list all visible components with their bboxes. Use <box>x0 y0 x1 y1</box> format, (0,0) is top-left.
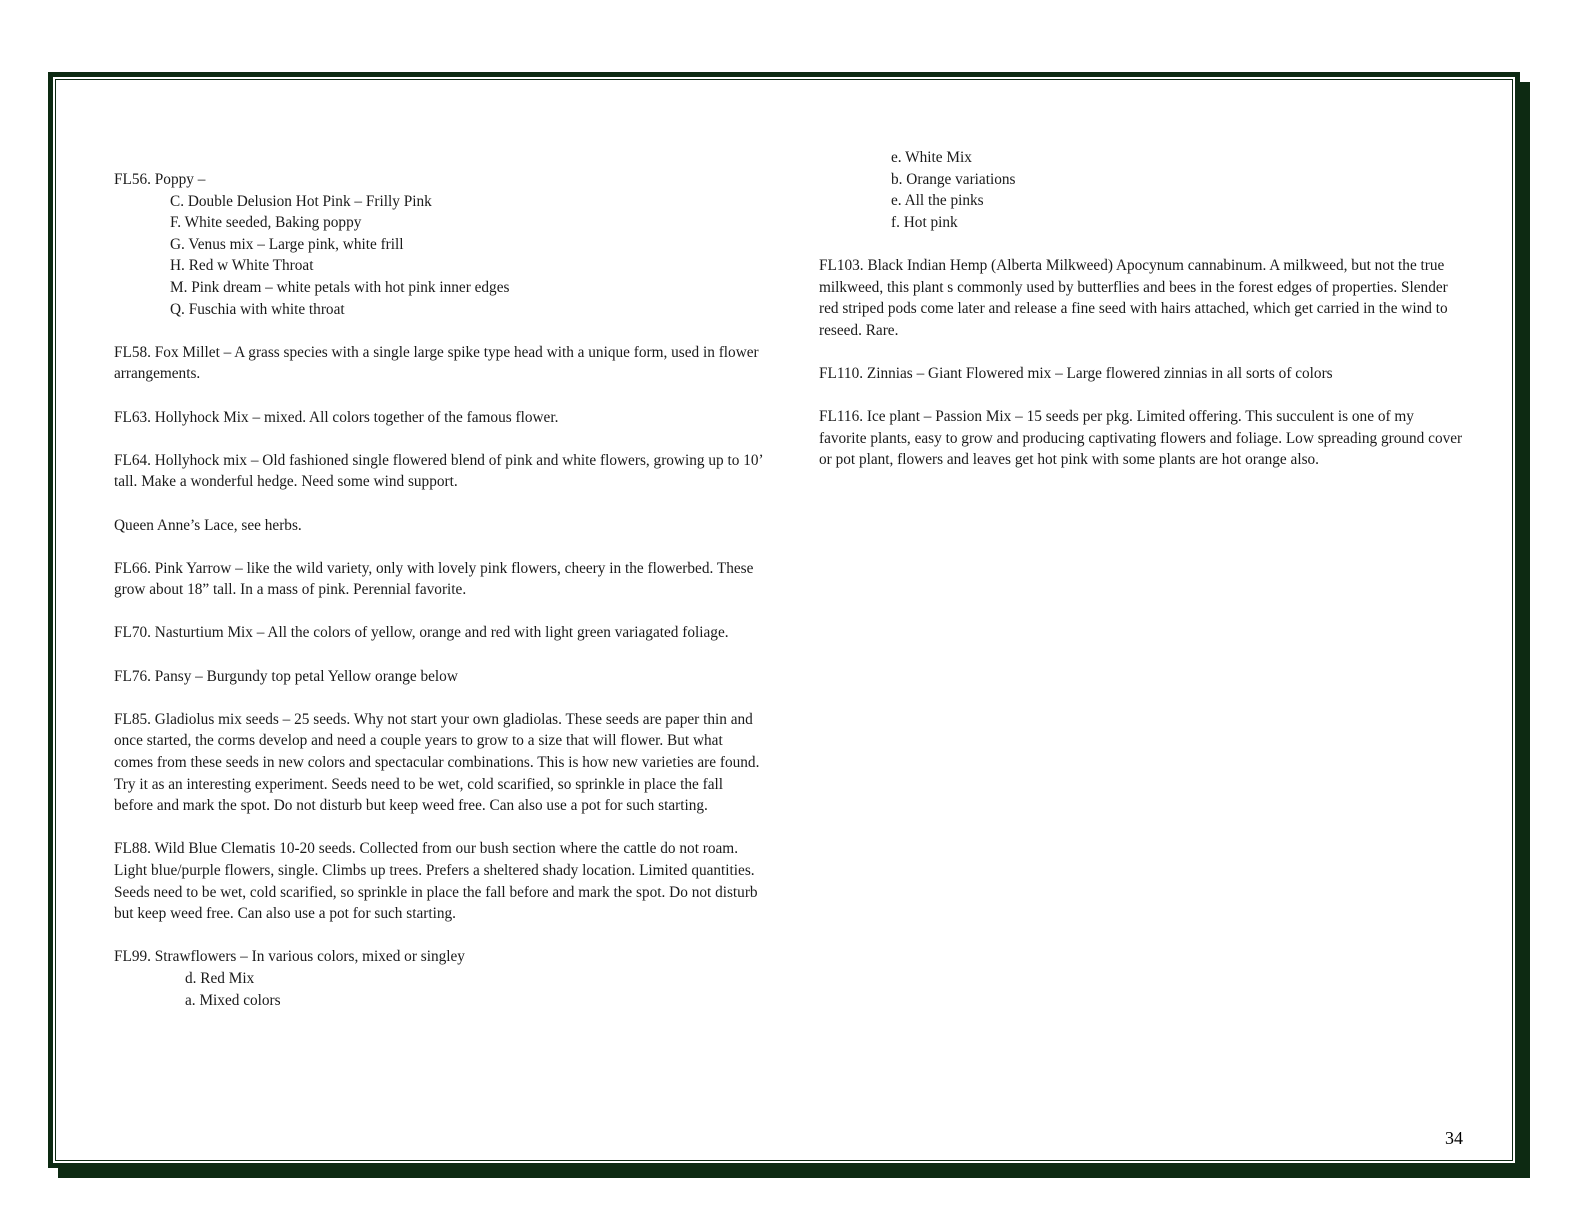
entry-fl88 <box>114 838 764 924</box>
entry-text: FL70. Nasturtium Mix – All the colors of yellow, orange and red with light green variagated foliage. <box>114 624 729 642</box>
entry-fl99 <box>114 946 764 1011</box>
list-item: H. Red w White Throat <box>170 257 314 275</box>
entry-text: FL66. Pink Yarrow – like the wild variety, only with lovely pink flowers, cheery in the flowerbed. These grow about 18” tall. In a mass of pink. Perennial favorite. <box>114 559 754 599</box>
entry-fl66 <box>114 558 764 601</box>
list-item: f. Hot pink <box>891 213 958 231</box>
page-border <box>48 72 1520 1168</box>
entry-fl110 <box>819 363 1465 385</box>
list-item: Q. Fuschia with white throat <box>170 300 345 318</box>
entry-queen-annes-lace <box>114 515 764 537</box>
entry-fl116 <box>819 406 1465 471</box>
left-column <box>114 169 764 1033</box>
strawflower-variety-list-continued <box>819 147 1465 233</box>
entry-fl103 <box>819 255 1465 341</box>
entry-fl58 <box>114 342 764 385</box>
entry-text: FL64. Hollyhock mix – Old fashioned single flowered blend of pink and white flowers, growing up to 10’ tall. Make a wonderful hedge. Need some wind support. <box>114 451 763 491</box>
strawflower-variety-list <box>114 968 764 1011</box>
poppy-variety-list <box>114 191 764 321</box>
list-item: G. Venus mix – Large pink, white frill <box>170 235 404 253</box>
entry-heading: FL56. Poppy – <box>114 171 206 188</box>
entry-text: FL58. Fox Millet – A grass species with a single large spike type head with a unique form, used in flower arrangements. <box>114 343 759 383</box>
right-column <box>819 147 1465 493</box>
entry-text: FL88. Wild Blue Clematis 10-20 seeds. Collected from our bush section where the cattle do not roam. Light blue/purple flowers, single. Climbs up trees. Prefers a sheltered shady location. Limited quantities. Seeds need to be wet, cold scarified, so sprinkle in place the fall before and mark the spot. Do not disturb but keep weed free. Can also use a pot for such starting. <box>114 840 758 923</box>
entry-text: FL85. Gladiolus mix seeds – 25 seeds. Why not start your own gladiolas. These seeds are paper thin and once started, the corms develop and need a couple years to grow to a size that will flower. But what comes from these seeds in new colors and spectacular combinations. This is how new varieties are found. Try it as an interesting experiment. Seeds need to be wet, cold scarified, so sprinkle in place the fall before and mark the spot. Do not disturb but keep weed free. Can also use a pot for such starting. <box>114 710 760 815</box>
entry-fl64 <box>114 450 764 493</box>
entry-heading: FL99. Strawflowers – In various colors, mixed or singley <box>114 948 465 966</box>
list-item: M. Pink dream – white petals with hot pink inner edges <box>170 278 510 296</box>
entry-text: FL103. Black Indian Hemp (Alberta Milkweed) Apocynum cannabinum. A milkweed, but not the true milkweed, this plant s commonly used by butterflies and bees in the forest edges of properties. Slender red striped pods come later and release a fine seed with hairs attached, which get carried in the wind to reseed. Rare. <box>819 256 1448 339</box>
list-item: e. White Mix <box>891 149 972 166</box>
entry-text: FL116. Ice plant – Passion Mix – 15 seeds per pkg. Limited offering. This succulent is one of my favorite plants, easy to grow and producing captivating flowers and foliage. Low spreading ground cover or pot plant, flowers and leaves get hot pink with some plants are hot orange also. <box>819 408 1463 469</box>
list-item: e. All the pinks <box>891 192 984 210</box>
list-item: d. Red Mix <box>185 969 255 987</box>
list-item: b. Orange variations <box>891 170 1016 188</box>
entry-text: FL76. Pansy – Burgundy top petal Yellow orange below <box>114 667 458 685</box>
entry-fl63 <box>114 407 764 429</box>
entry-text: FL63. Hollyhock Mix – mixed. All colors together of the famous flower. <box>114 408 559 426</box>
entry-text: FL110. Zinnias – Giant Flowered mix – Large flowered zinnias in all sorts of colors <box>819 364 1333 382</box>
entry-fl56 <box>114 169 764 320</box>
page-number: 34 <box>1445 1128 1463 1148</box>
page <box>53 77 1515 1163</box>
list-item: C. Double Delusion Hot Pink – Frilly Pink <box>170 192 432 210</box>
entry-fl85 <box>114 709 764 817</box>
list-item: F. White seeded, Baking poppy <box>170 214 362 232</box>
entry-fl70 <box>114 622 764 644</box>
entry-text: Queen Anne’s Lace, see herbs. <box>114 516 302 534</box>
list-item: a. Mixed colors <box>185 991 281 1009</box>
entry-fl99-continued <box>819 147 1465 233</box>
entry-fl76 <box>114 666 764 688</box>
